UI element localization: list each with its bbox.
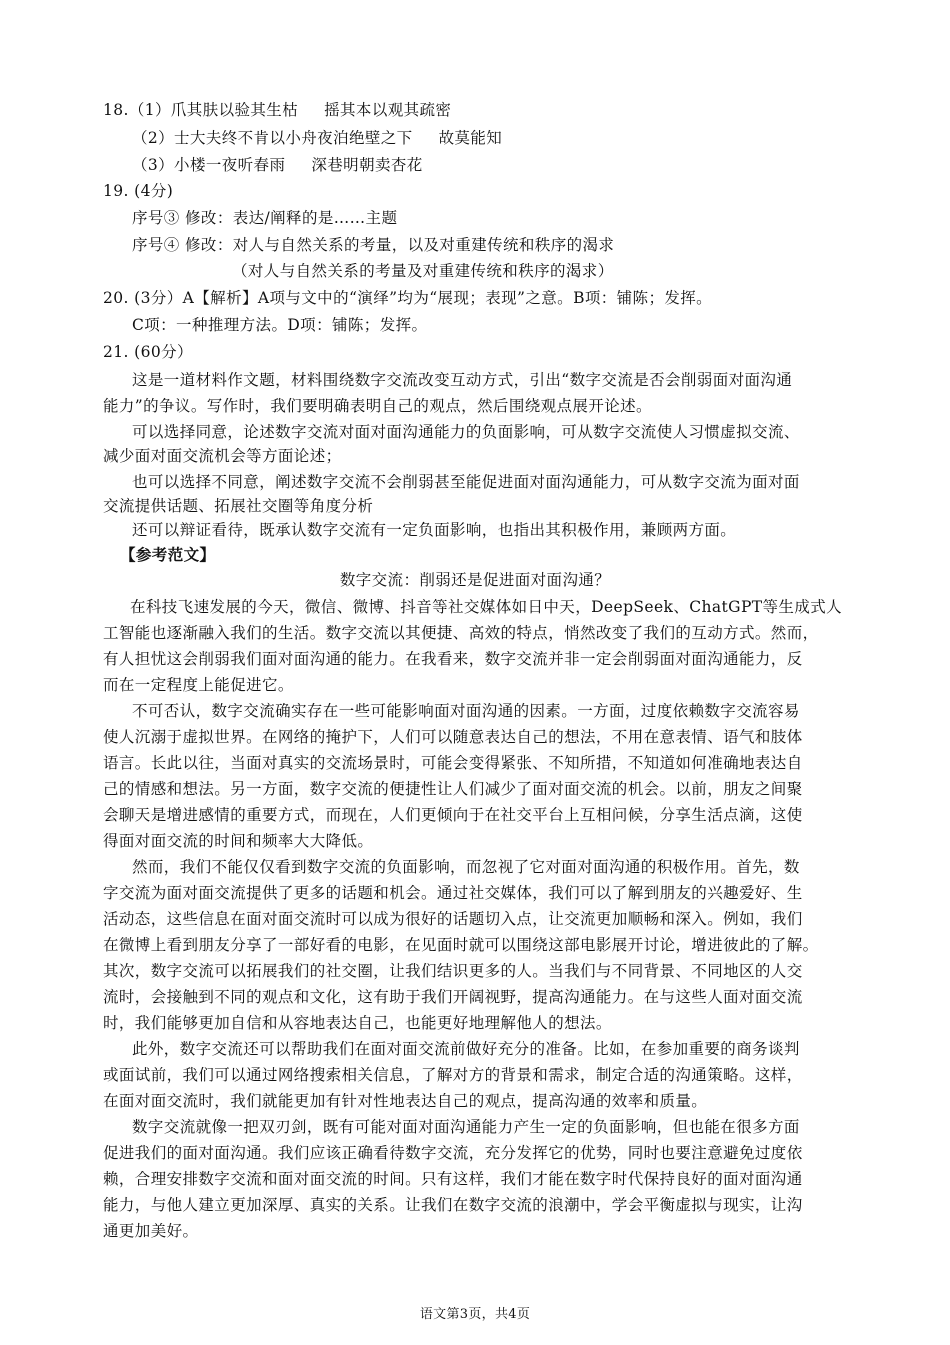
essay-line: 或面试前，我们可以通过网络搜索相关信息，了解对方的背景和需求，制定合适的沟通策略。这样，: [103, 1066, 803, 1084]
essay-line: 在面对面交流时，我们就能更加有针对性地表达自己的观点，提高沟通的效率和质量。: [103, 1092, 708, 1110]
essay-line: 工智能也逐渐融入我们的生活。数字交流以其便捷、高效的特点，悄然改变了我们的互动方式。然而，: [103, 624, 819, 642]
analysis-line: 能力”的争议。写作时，我们要明确表明自己的观点，然后围绕观点展开论述。: [103, 397, 652, 415]
essay-line: 在微博上看到朋友分享了一部好看的电影，在见面时就可以围绕这部电影展开讨论，增进彼此的了解。: [103, 936, 819, 954]
analysis-line: 交流提供话题、拓展社交圈等角度分析: [103, 497, 374, 515]
essay-line: 能力，与他人建立更加深厚、真实的关系。让我们在数字交流的浪潮中，学会平衡虚拟与现实，让沟: [103, 1196, 803, 1214]
essay-line: 流时，会接触到不同的观点和文化，这有助于我们开阔视野，提高沟通能力。在与这些人面对面交流: [103, 988, 803, 1006]
essay-line: 赖，合理安排数字交流和面对面交流的时间。只有这样，我们才能在数字时代保持良好的面对面沟通: [103, 1170, 803, 1188]
analysis-line: 还可以辩证看待，既承认数字交流有一定负面影响，也指出其积极作用，兼顾两方面。: [132, 521, 737, 539]
essay-title: 数字交流：削弱还是促进面对面沟通？: [339, 571, 611, 589]
q19-line-3: （对人与自然关系的考量及对重建传统和秩序的渴求）: [232, 262, 614, 280]
essay-line: 活动态，这些信息在面对面交流时可以成为很好的话题切入点，让交流更加顺畅和深入。例如，我们: [103, 910, 803, 928]
q20-line-1: 20. (3分）A【解析】A项与文中的“演绎”均为“展现；表现”之意。B项：铺陈；发挥。: [103, 289, 713, 307]
essay-line: 此外，数字交流还可以帮助我们在面对面交流前做好充分的准备。比如，在参加重要的商务谈判: [132, 1040, 800, 1058]
essay-line: 时，我们能够更加自信和从容地表达自己，也能更好地理解他人的想法。: [103, 1014, 612, 1032]
q20-line-2: C项：一种推理方法。D项：铺陈；发挥。: [132, 316, 428, 334]
essay-line: 不可否认，数字交流确实存在一些可能影响面对面沟通的因素。一方面，过度依赖数字交流容易: [132, 702, 800, 720]
page-footer: 语文第3页，共4页: [419, 1307, 531, 1322]
essay-line: 而在一定程度上能促进它。: [103, 676, 294, 694]
essay-line: 己的情感和想法。另一方面，数字交流的便捷性让人们减少了面对面交流的机会。以前，朋友之间聚: [103, 780, 803, 798]
analysis-line: 这是一道材料作文题，材料围绕数字交流改变互动方式，引出“数字交流是否会削弱面对面沟通: [132, 371, 793, 389]
analysis-line: 可以选择同意，论述数字交流对面对面沟通能力的负面影响，可从数字交流使人习惯虚拟交流、: [132, 423, 800, 441]
q18-line-1: 18.（1）爪其肤以验其生枯 摇其本以观其疏密: [103, 101, 452, 119]
essay-line: 然而，我们不能仅仅看到数字交流的负面影响，而忽视了它对面对面沟通的积极作用。首先，数: [132, 858, 800, 876]
reference-essay-label: 【参考范文】: [120, 545, 216, 564]
essay-line: 数字交流就像一把双刃剑，既有可能对面对面沟通能力产生一定的负面影响，但也能在很多方面: [132, 1118, 800, 1136]
q19-header: 19. (4分): [103, 182, 174, 200]
q19-line-1: 序号③ 修改：表达/阐释的是……主题: [132, 209, 398, 227]
analysis-line: 减少面对面交流机会等方面论述；: [103, 447, 342, 465]
q18-line-2: （2）士大夫终不肯以小舟夜泊绝壁之下 故莫能知: [132, 129, 503, 147]
q21-header: 21. (60分）: [103, 343, 193, 361]
essay-line: 通更加美好。: [103, 1222, 199, 1240]
essay-line: 使人沉溺于虚拟世界。在网络的掩护下，人们可以随意表达自己的想法，不用在意表情、语气和肢体: [103, 728, 803, 746]
essay-line: 在科技飞速发展的今天，微信、微博、抖音等社交媒体如日中天，DeepSeek、ChatGPT等生成式人: [130, 598, 843, 616]
q18-line-3: （3）小楼一夜听春雨 深巷明朝卖杏花: [132, 156, 423, 174]
essay-line: 会聊天是增进感情的重要方式，而现在，人们更倾向于在社交平台上互相问候，分享生活点滴，这使: [103, 806, 803, 824]
essay-line: 促进我们的面对面沟通。我们应该正确看待数字交流，充分发挥它的优势，同时也要注意避免过度依: [103, 1144, 803, 1162]
q19-line-2: 序号④ 修改：对人与自然关系的考量，以及对重建传统和秩序的渴求: [132, 236, 615, 254]
essay-line: 语言。长此以往，当面对真实的交流场景时，可能会变得紧张、不知所措，不知道如何准确地表达自: [103, 754, 803, 772]
essay-line: 字交流为面对面交流提供了更多的话题和机会。通过社交媒体，我们可以了解到朋友的兴趣爱好、生: [103, 884, 803, 902]
essay-line: 得面对面交流的时间和频率大大降低。: [103, 832, 374, 850]
essay-line: 其次，数字交流可以拓展我们的社交圈，让我们结识更多的人。当我们与不同背景、不同地区的人交: [103, 962, 803, 980]
essay-line: 有人担忧这会削弱我们面对面沟通的能力。在我看来，数字交流并非一定会削弱面对面沟通能力，反: [103, 650, 803, 668]
analysis-line: 也可以选择不同意，阐述数字交流不会削弱甚至能促进面对面沟通能力，可从数字交流为面对面: [132, 473, 800, 491]
